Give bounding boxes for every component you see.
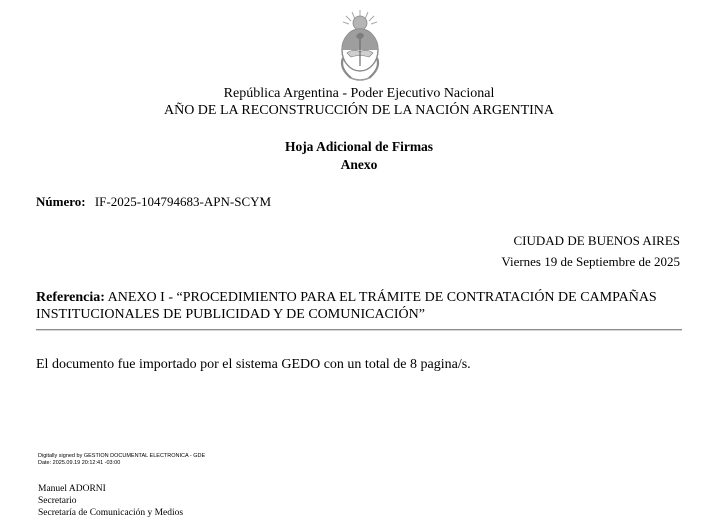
- number-label: Número:: [36, 194, 86, 209]
- import-note: El documento fue importado por el sistema GEDO con un total de 8 pagina/s.: [36, 357, 471, 372]
- reference-text: ANEXO I - “PROCEDIMIENTO PARA EL TRÁMITE DE CONTRATACIÓN DE CAMPAÑAS INSTITUCIONALES DE PUBLICIDAD Y DE COMUNICACIÓN”: [36, 290, 657, 322]
- header-year-motto: AÑO DE LA RECONSTRUCCIÓN DE LA NACIÓN ARGENTINA: [163, 103, 555, 118]
- signer-role: Secretario: [38, 496, 77, 506]
- document-date: Viernes 19 de Septiembre de 2025: [501, 254, 680, 269]
- city: CIUDAD DE BUENOS AIRES: [513, 233, 680, 248]
- reference-label: Referencia:: [36, 290, 105, 305]
- divider: [36, 329, 682, 331]
- signer-name: Manuel ADORNI: [38, 484, 106, 494]
- number-value: IF-2025-104794683-APN-SCYM: [94, 194, 272, 209]
- signer-organization: Secretaría de Comunicación y Medios: [38, 508, 184, 518]
- coat-of-arms-icon: [329, 8, 391, 84]
- document-title: Hoja Adicional de Firmas: [284, 139, 434, 154]
- document-number-row: [36, 194, 271, 210]
- sun: [353, 16, 367, 30]
- document-subtitle: Anexo: [340, 157, 378, 172]
- digital-signature-by: Digitally signed by GESTION DOCUMENTAL ELECTRONICA - GDE: [38, 453, 206, 459]
- ribbon: [351, 78, 369, 80]
- digital-signature-date: Date: 2025.09.19 20:12:41 -03:00: [38, 460, 121, 466]
- reference-block: [36, 289, 682, 323]
- header-republic: República Argentina - Poder Ejecutivo Nacional: [223, 86, 495, 101]
